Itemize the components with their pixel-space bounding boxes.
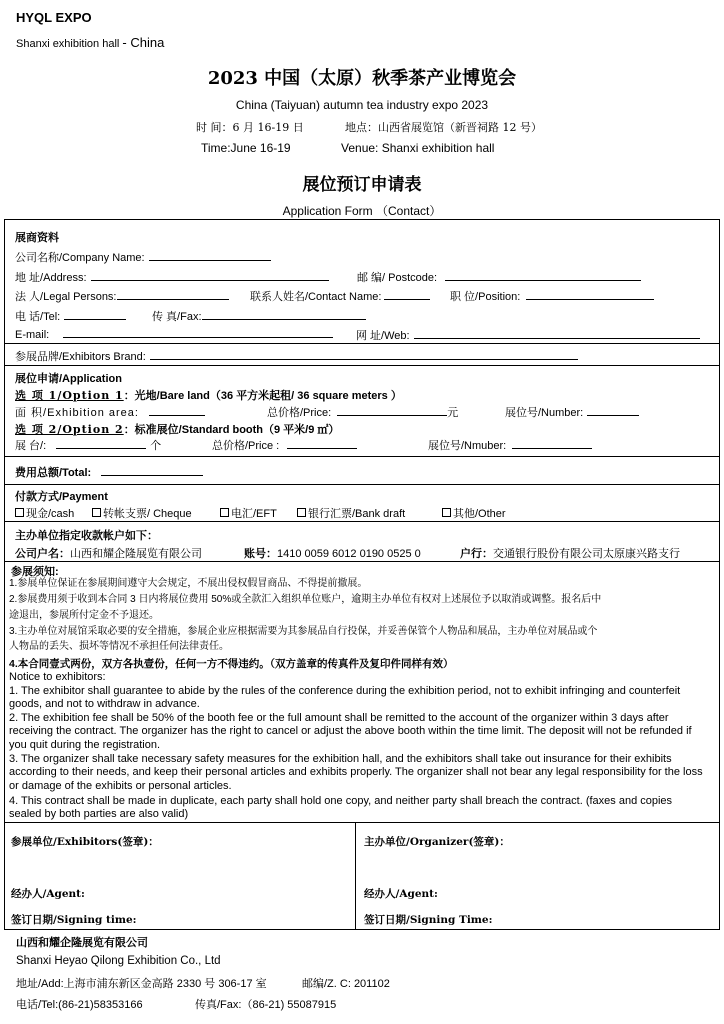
form-title-en: Application Form （Contact） <box>282 204 442 218</box>
application-heading: 展位申请/Application <box>15 373 122 385</box>
footer-tel: 电话/Tel:(86-21)58353166 <box>16 999 143 1011</box>
fax-field[interactable]: 传 真/Fax: <box>152 308 366 324</box>
footer-address: 地址/Add:上海市浦东新区金高路 2330 号 306-17 室 <box>16 978 267 990</box>
postcode-field[interactable]: 邮 编/ Postcode: <box>357 269 641 285</box>
form-title-cn: 展位预订申请表 <box>302 175 422 194</box>
signing-time-right[interactable]: 签订日期/Signing Time: <box>364 914 493 926</box>
payment-option-bank-draft[interactable]: 银行汇票/Bank draft <box>297 505 405 521</box>
payment-option-cash[interactable]: 现金/cash <box>15 505 74 521</box>
address-field[interactable]: 地 址/Address: <box>15 269 329 285</box>
account-number: 账号：1410 0059 6012 0190 0525 0 <box>244 548 421 560</box>
brand-subtitle: Shanxi exhibition hall - China <box>16 35 165 50</box>
brand-field[interactable]: 参展品牌/Exhibitors Brand: <box>15 348 578 364</box>
notice-cn-2b: 途退出，参展所付定金不予退还。 <box>9 610 159 621</box>
divider <box>4 456 720 457</box>
form-frame <box>4 219 720 930</box>
company-name-field[interactable]: 公司名称/Company Name: <box>15 249 271 265</box>
notice-cn-1: 1.参展单位保证在参展期间遵守大会规定，不展出侵权假冒商品、不得提前撤展。 <box>9 578 368 589</box>
divider <box>4 365 720 366</box>
divider <box>4 561 720 562</box>
price-1-field[interactable]: 总价格/Price: 元 <box>267 407 459 419</box>
time-cn: 时 间：6 月 16-19 日 <box>196 121 304 134</box>
account-heading: 主办单位指定收款帐户如下： <box>15 530 158 542</box>
account-name: 公司户名：山西和耀企隆展览有限公司 <box>15 548 202 560</box>
payment-heading: 付款方式/Payment <box>15 491 108 503</box>
position-field[interactable]: 职 位/Position: <box>450 288 654 304</box>
footer-fax: 传真/Fax:（86-21) 55087915 <box>195 999 337 1011</box>
email-field[interactable]: E-mail: <box>15 327 333 341</box>
exhibition-area-field[interactable]: 面 积/Exhibition area: <box>15 404 205 420</box>
checkbox-icon <box>15 508 24 517</box>
venue-en: Venue: Shanxi exhibition hall <box>341 141 495 155</box>
signing-time-left[interactable]: 签订日期/Signing time: <box>11 914 137 926</box>
checkbox-icon <box>92 508 101 517</box>
payment-option-cheque[interactable]: 转帐支票/ Cheque <box>92 505 192 521</box>
notice-en-2: 2. The exhibition fee shall be 50% of the booth fee or the full amount shall be remitted to the account of the organizer within 3 days after receiving the contract. The organizer has the right to cancel or adjust the above booth within the time limit. The deposit will not be refunded if you quit during the registration. <box>9 712 692 751</box>
divider <box>4 343 720 344</box>
footer-company-cn: 山西和耀企隆展览有限公司 <box>16 937 148 949</box>
notice-en-1: 1. The exhibitor shall guarantee to abide by the rules of the conference during the exhibition period, not to exhibit infringing and counterfeit goods, and not to withdraw in advance. <box>9 685 681 711</box>
time-en: Time:June 16-19 <box>201 141 291 155</box>
exhibitor-heading: 展商资料 <box>15 232 59 244</box>
notice-cn-3b: 人物品的丢失、损坏等情况不承担任何法律责任。 <box>9 641 229 652</box>
booth-number-1-field[interactable]: 展位号/Number: <box>505 404 639 420</box>
divider <box>4 822 720 823</box>
footer-company-en: Shanxi Heyao Qilong Exhibition Co., Ltd <box>16 955 221 967</box>
exhibitor-signature[interactable]: 参展单位/Exhibitors(签章)： <box>11 836 159 848</box>
brand-name: HYQL EXPO <box>16 10 92 25</box>
divider <box>4 521 720 522</box>
agent-left[interactable]: 经办人/Agent: <box>11 888 85 900</box>
notice-en-heading: Notice to exhibitors: <box>9 671 106 683</box>
booth-count-field[interactable]: 展 台/: 个 <box>15 440 162 452</box>
price-2-field[interactable]: 总价格/Price : <box>212 437 357 453</box>
checkbox-icon <box>297 508 306 517</box>
checkbox-icon <box>442 508 451 517</box>
option-2[interactable]: 选 项 2/Option 2：标准展位/Standard booth（9 平米/9 ㎡） <box>15 423 340 436</box>
notice-cn-4: 4.本合同壹式两份，双方各执壹份，任何一方不得违约。（双方盖章的传真件及复印件同样有效） <box>9 658 454 670</box>
notice-heading: 参展须知: <box>11 566 59 578</box>
account-bank: 户行：交通银行股份有限公司太原康兴路支行 <box>460 548 680 560</box>
signature-divider <box>355 822 356 930</box>
total-field[interactable]: 费用总额/Total: <box>15 464 203 480</box>
notice-en-4: 4. This contract shall be made in duplicate, each party shall hold one copy, and neither party shall breach the contract. (faxes and copies sealed by both parties are also valid) <box>9 795 673 821</box>
notice-cn-2: 2.参展费用须于收到本合同 3 日内将展位费用 50%或全款汇入组织单位账户，逾期主办单位有权对上述展位予以取消或调整。报名后中 <box>9 594 602 605</box>
expo-title-en: China (Taiyuan) autumn tea industry expo 2023 <box>235 98 489 112</box>
legal-person-field[interactable]: 法 人/Legal Persons: <box>15 288 229 304</box>
organizer-signature[interactable]: 主办单位/Organizer(签章)： <box>364 836 510 848</box>
web-field[interactable]: 网 址/Web: <box>356 327 700 343</box>
booth-number-2-field[interactable]: 展位号/Nmuber: <box>428 437 592 453</box>
venue-cn: 地点：山西省展览馆（新晋祠路 12 号） <box>345 121 542 134</box>
expo-title-cn: 2023 中国（太原）秋季茶产业博览会 <box>207 68 517 89</box>
tel-field[interactable]: 电 话/Tel: <box>15 308 126 324</box>
contact-name-field[interactable]: 联系人姓名/Contact Name: <box>250 288 430 304</box>
payment-option-other[interactable]: 其他/Other <box>442 505 506 521</box>
divider <box>4 484 720 485</box>
checkbox-icon <box>220 508 229 517</box>
footer-zip: 邮编/Z. C: 201102 <box>302 978 390 990</box>
payment-option-eft[interactable]: 电汇/EFT <box>220 505 277 521</box>
agent-right[interactable]: 经办人/Agent: <box>364 888 438 900</box>
option-1[interactable]: 选 项 1/Option 1：光地/Bare land（36 平方米起租/ 36 square meters ） <box>15 389 402 402</box>
notice-en-3: 3. The organizer shall take necessary safety measures for the exhibition hall, and the exhibitors shall take out insurance for their exhibits according to their needs, and keep their personal articles and exhibits properly. The organizer shall not bear any legal responsibility for the loss or damage of the exhibits or personal articles. <box>9 753 703 792</box>
notice-cn-3: 3.主办单位对展馆采取必要的安全措施，参展企业应根据需要为其参展品自行投保，并妥善保管个人物品和展品，主办单位对展品或个 <box>9 626 598 637</box>
